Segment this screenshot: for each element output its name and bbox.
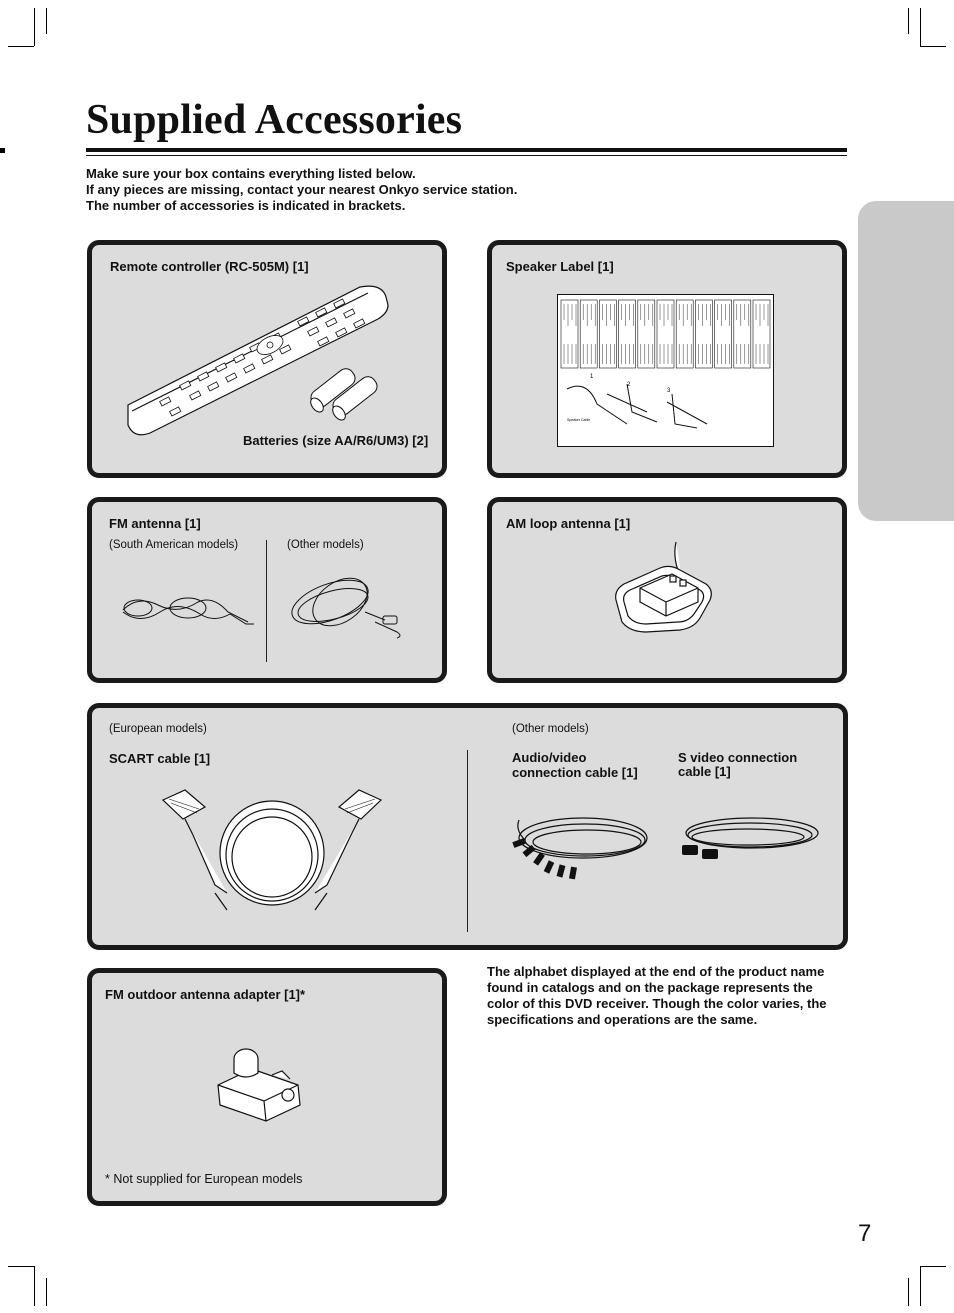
speaker-label-strip (580, 300, 597, 368)
fm-antenna-label: FM antenna [1] (109, 516, 201, 531)
scart-cable-label: SCART cable [1] (109, 751, 211, 766)
speaker-label-mark-3: 3 (667, 388, 671, 394)
remote-controller-illustration (120, 275, 395, 440)
crop-mark (8, 1266, 34, 1267)
crop-mark (34, 1266, 35, 1306)
cables-divider (467, 750, 468, 932)
title-rule (86, 148, 847, 152)
intro-text (86, 166, 517, 214)
fm-adapter-footnote: * Not supplied for European models (105, 1172, 303, 1186)
speaker-label-mark-1: 1 (590, 374, 594, 380)
av-cable-label-line-2: connection cable [1] (512, 765, 638, 780)
fm-adapter-label: FM outdoor antenna adapter [1]* (105, 987, 306, 1002)
crop-mark (920, 1266, 946, 1267)
speaker-label-label: Speaker Label [1] (506, 259, 614, 274)
crop-mark (46, 8, 47, 34)
fm-antenna-south-american-illustration (118, 590, 258, 630)
crop-mark (920, 46, 946, 47)
speaker-cable-caption: Speaker Cable (567, 418, 591, 422)
speaker-label-strip (695, 300, 712, 368)
speaker-label-strip (561, 300, 578, 368)
crop-mark (8, 46, 34, 47)
batteries-label: Batteries (size AA/R6/UM3) [2] (243, 433, 429, 448)
other-models-cables-label: (Other models) (512, 723, 589, 735)
speaker-label-strip (599, 300, 616, 368)
s-video-cable-label-line-1: S video connection (678, 750, 798, 765)
crop-mark (34, 8, 35, 46)
fm-antenna-other-illustration (285, 572, 410, 642)
speaker-label-strip (619, 300, 636, 368)
crop-mark (920, 1266, 921, 1306)
crop-mark (908, 1278, 909, 1306)
section-tab (858, 201, 954, 521)
remote-controller-label: Remote controller (RC-505M) [1] (110, 259, 309, 274)
speaker-label-mark-2: 2 (627, 382, 631, 388)
scart-cable-illustration (155, 785, 395, 915)
speaker-label-strip (734, 300, 751, 368)
av-cable-label-line-1: Audio/video (512, 750, 587, 765)
crop-mark (908, 8, 909, 34)
european-models-label: (European models) (109, 723, 207, 735)
registration-mark (0, 148, 5, 153)
speaker-label-illustration (557, 294, 774, 447)
am-antenna-illustration (610, 540, 715, 635)
crop-mark (920, 8, 921, 46)
speaker-label-strip (753, 300, 770, 368)
intro-line: The number of accessories is indicated in brackets. (86, 198, 406, 213)
intro-line: If any pieces are missing, contact your nearest Onkyo service station. (86, 182, 518, 197)
speaker-label-strip (676, 300, 693, 368)
speaker-label-strip (715, 300, 732, 368)
intro-line: Make sure your box contains everything listed below. (86, 166, 416, 181)
color-note: The alphabet displayed at the end of the product name found in catalogs and on the package represents the color of this DVD receiver. Though the color varies, the specifications and operations are the same. (487, 964, 827, 1027)
s-video-cable-label-line-2: cable [1] (678, 764, 731, 779)
fm-adapter-illustration (212, 1045, 304, 1125)
crop-mark (46, 1278, 47, 1306)
fm-antenna-divider (266, 540, 267, 662)
title-rule-thin (86, 155, 847, 156)
speaker-label-strip (638, 300, 655, 368)
page-title: Supplied Accessories (86, 97, 463, 143)
page-number: 7 (858, 1220, 872, 1247)
other-models-label: (Other models) (287, 539, 364, 551)
am-antenna-label: AM loop antenna [1] (506, 516, 631, 531)
south-american-models-label: (South American models) (109, 539, 239, 551)
s-video-cable-illustration (678, 815, 816, 863)
speaker-label-strip (657, 300, 674, 368)
av-cable-illustration (505, 800, 650, 892)
